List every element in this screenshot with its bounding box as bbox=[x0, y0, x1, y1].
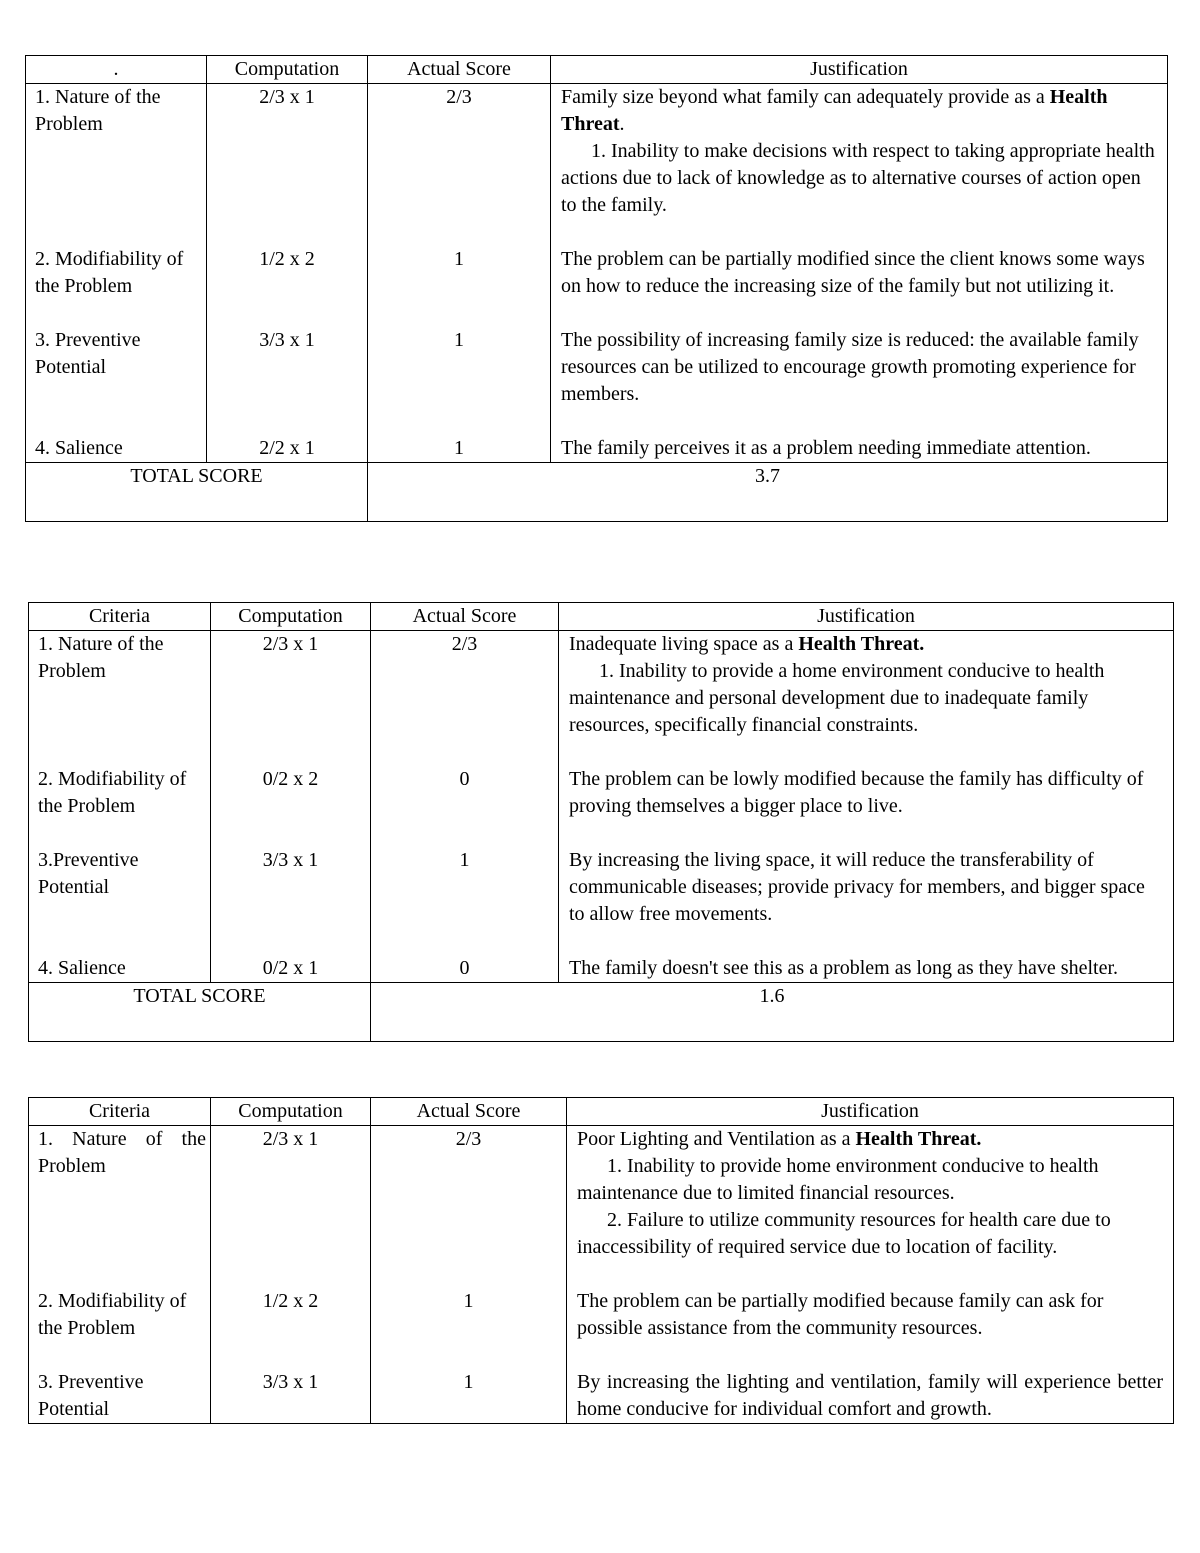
table-row bbox=[26, 246, 1168, 327]
total-score-value: 3.7 bbox=[368, 463, 1168, 522]
header-criteria: Criteria bbox=[29, 603, 211, 631]
criteria-cell: 3. Preventive Potential bbox=[29, 1369, 211, 1424]
table-header-row bbox=[29, 603, 1174, 631]
justification-cell bbox=[559, 631, 1174, 767]
health-threat-label: Health Threat. bbox=[798, 633, 925, 655]
criteria-cell: 2. Modifiability of the Problem bbox=[29, 766, 211, 847]
score-cell: 0 bbox=[371, 955, 559, 983]
criteria-cell: 2. Modifiability of the Problem bbox=[26, 246, 207, 327]
justification-cell: The problem can be lowly modified because the family has difficulty of proving themselves a bigger place to live. bbox=[559, 766, 1174, 847]
header-criteria: Criteria bbox=[29, 1098, 211, 1126]
justification-cell: The family doesn't see this as a problem as long as they have shelter. bbox=[559, 955, 1174, 983]
criteria-cell: 3.Preventive Potential bbox=[29, 847, 211, 955]
health-threat-label: Health Threat bbox=[561, 86, 1108, 135]
criteria-cell: 3. Preventive Potential bbox=[26, 327, 207, 435]
score-cell: 1 bbox=[371, 847, 559, 955]
justification-lead: Poor Lighting and Ventilation as a bbox=[577, 1128, 851, 1150]
table-header-row bbox=[26, 56, 1168, 84]
total-score-label: TOTAL SCORE bbox=[26, 463, 368, 522]
computation-cell: 1/2 x 2 bbox=[211, 1288, 371, 1369]
header-actual-score: Actual Score bbox=[371, 603, 559, 631]
computation-cell: 2/3 x 1 bbox=[211, 631, 371, 767]
score-cell: 1 bbox=[371, 1369, 567, 1424]
table-row bbox=[26, 327, 1168, 435]
computation-cell: 0/2 x 2 bbox=[211, 766, 371, 847]
computation-cell: 2/3 x 1 bbox=[211, 1126, 371, 1289]
justification-lead: Family size beyond what family can adequately provide as a bbox=[561, 86, 1045, 108]
computation-cell: 3/3 x 1 bbox=[211, 1369, 371, 1424]
table-bottom-rule bbox=[29, 1424, 1174, 1425]
table-row bbox=[29, 1369, 1174, 1424]
priority-table-living-space bbox=[28, 602, 1174, 1042]
justification-cell: The problem can be partially modified since the client knows some ways on how to reduce the increasing size of the family but not utilizing it. bbox=[551, 246, 1168, 327]
table-row bbox=[26, 435, 1168, 463]
total-row bbox=[26, 463, 1168, 522]
score-cell: 1 bbox=[368, 435, 551, 463]
criteria-cell: 4. Salience bbox=[26, 435, 207, 463]
justification-item: 2. Failure to utilize community resources for health care due to inaccessibility of required service due to location of facility. bbox=[577, 1209, 1111, 1258]
computation-cell: 1/2 x 2 bbox=[207, 246, 368, 327]
justification-cell: The family perceives it as a problem needing immediate attention. bbox=[551, 435, 1168, 463]
justification-item: 1. Inability to provide home environment conducive to health maintenance due to limited financial resources. bbox=[577, 1155, 1099, 1204]
justification-cell bbox=[551, 84, 1168, 247]
score-cell: 1 bbox=[371, 1288, 567, 1369]
justification-cell bbox=[567, 1126, 1174, 1289]
table-row bbox=[29, 847, 1174, 955]
computation-cell: 3/3 x 1 bbox=[207, 327, 368, 435]
priority-table-lighting-ventilation bbox=[28, 1097, 1174, 1424]
justification-item: 1. Inability to provide a home environment conducive to health maintenance and personal development due to inadequate family resources, specifically financial constraints. bbox=[569, 660, 1105, 736]
score-cell: 0 bbox=[371, 766, 559, 847]
header-justification: Justification bbox=[551, 56, 1168, 84]
score-cell: 2/3 bbox=[371, 631, 559, 767]
table-row bbox=[26, 84, 1168, 247]
table-row bbox=[29, 766, 1174, 847]
criteria-cell: 4. Salience bbox=[29, 955, 211, 983]
score-cell: 1 bbox=[368, 246, 551, 327]
score-cell: 1 bbox=[368, 327, 551, 435]
header-actual-score: Actual Score bbox=[371, 1098, 567, 1126]
computation-cell: 0/2 x 1 bbox=[211, 955, 371, 983]
header-computation: Computation bbox=[211, 1098, 371, 1126]
table-row bbox=[29, 631, 1174, 767]
justification-item: 1. Inability to make decisions with respect to taking appropriate health actions due to lack of knowledge as to alternative courses of action open to the family. bbox=[561, 140, 1155, 216]
score-cell: 2/3 bbox=[368, 84, 551, 247]
header-criteria: . bbox=[26, 56, 207, 84]
health-threat-tail: . bbox=[619, 113, 625, 135]
table-header-row bbox=[29, 1098, 1174, 1126]
bottom-border bbox=[29, 1424, 1174, 1425]
table-row bbox=[29, 1126, 1174, 1289]
justification-cell: By increasing the lighting and ventilation, family will experience better home conducive for individual comfort and growth. bbox=[567, 1369, 1174, 1424]
total-score-value: 1.6 bbox=[371, 983, 1174, 1042]
criteria-cell: 2. Modifiability of the Problem bbox=[29, 1288, 211, 1369]
justification-lead: Inadequate living space as a bbox=[569, 633, 794, 655]
header-justification: Justification bbox=[567, 1098, 1174, 1126]
criteria-cell: 1. Nature of the Problem bbox=[29, 1126, 211, 1289]
total-score-label: TOTAL SCORE bbox=[29, 983, 371, 1042]
health-threat-label: Health Threat. bbox=[855, 1128, 982, 1150]
criteria-cell: 1. Nature of the Problem bbox=[26, 84, 207, 247]
table-row bbox=[29, 1288, 1174, 1369]
computation-cell: 2/2 x 1 bbox=[207, 435, 368, 463]
justification-cell: The problem can be partially modified because family can ask for possible assistance from the community resources. bbox=[567, 1288, 1174, 1369]
criteria-cell: 1. Nature of the Problem bbox=[29, 631, 211, 767]
computation-cell: 2/3 x 1 bbox=[207, 84, 368, 247]
justification-cell: The possibility of increasing family size is reduced: the available family resources can be utilized to encourage growth promoting experience for members. bbox=[551, 327, 1168, 435]
priority-table-family-size bbox=[25, 55, 1168, 522]
computation-cell: 3/3 x 1 bbox=[211, 847, 371, 955]
header-computation: Computation bbox=[207, 56, 368, 84]
justification-cell: By increasing the living space, it will reduce the transferability of communicable diseases; provide privacy for members, and bigger space to allow free movements. bbox=[559, 847, 1174, 955]
header-computation: Computation bbox=[211, 603, 371, 631]
header-justification: Justification bbox=[559, 603, 1174, 631]
table-row bbox=[29, 955, 1174, 983]
total-row bbox=[29, 983, 1174, 1042]
score-cell: 2/3 bbox=[371, 1126, 567, 1289]
header-actual-score: Actual Score bbox=[368, 56, 551, 84]
